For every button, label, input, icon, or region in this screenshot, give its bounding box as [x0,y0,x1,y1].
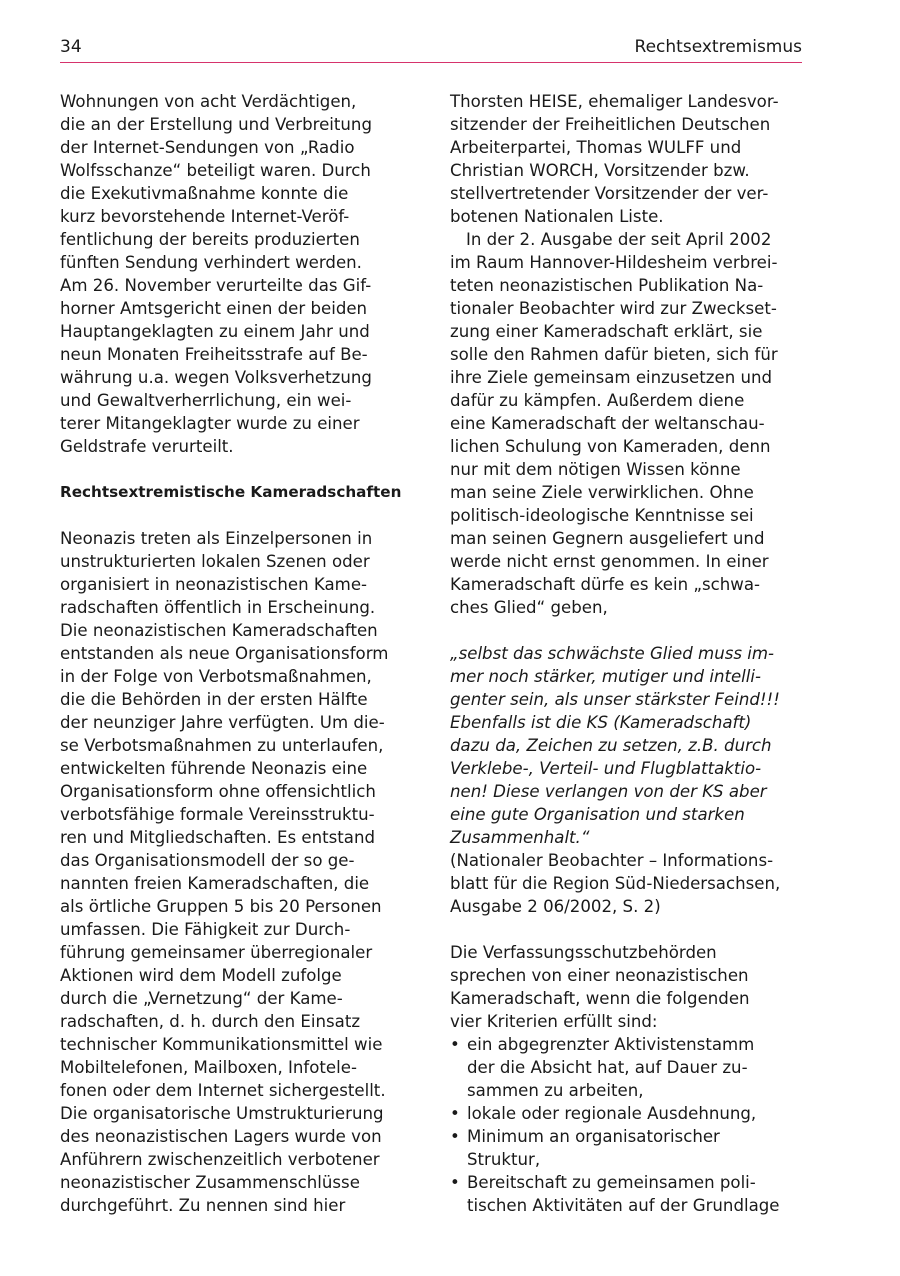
text-line: ches Glied“ geben, [450,598,608,617]
list-item-continuation: tischen Aktivitäten auf der Grundlage [467,1196,780,1215]
bullet-line [450,1033,802,1056]
text-line: als örtliche Gruppen 5 bis 20 Personen [60,897,382,916]
list-item-text: ein abgegrenzter Aktivistenstamm [467,1035,755,1054]
page-header [60,32,802,63]
text-line: die Exekutivmaßnahme konnte die [60,184,349,203]
spacer [450,619,802,642]
text-line: Wohnungen von acht Verdächtigen, [60,92,357,111]
text-line: Arbeiterpartei, Thomas WULFF und [450,138,742,157]
text-line: radschaften öffentlich in Erscheinung. [60,598,376,617]
spacer [60,504,405,527]
text-line: stellvertretender Vorsitzender der ver- [450,184,769,203]
text-line: technischer Kommunikationsmittel wie [60,1035,383,1054]
text-line: politisch-ideologische Kenntnisse sei [450,506,754,525]
criteria-list [450,1033,802,1217]
text-line: verbotsfähige formale Vereinsstruktu- [60,805,375,824]
text-line: und Gewaltverherrlichung, ein wei- [60,391,352,410]
text-line: entstanden als neue Organisationsform [60,644,389,663]
text-line: eine Kameradschaft der weltanschau- [450,414,765,433]
text-line: Aktionen wird dem Modell zufolge [60,966,342,985]
text-line: dafür zu kämpfen. Außerdem diene [450,391,745,410]
text-line: Kameradschaft, wenn die folgenden [450,989,750,1008]
bullet-icon: • [450,1173,460,1192]
spacer [60,458,405,481]
text-line: Organisationsform ohne offensichtlich [60,782,376,801]
text-line: die die Behörden in der ersten Hälfte [60,690,368,709]
bullet-line [450,1171,802,1194]
source-line: Ausgabe 2 06/2002, S. 2) [450,897,661,916]
text-line: organisiert in neonazistischen Kame- [60,575,368,594]
text-line: neun Monaten Freiheitsstrafe auf Be- [60,345,368,364]
text-line: lichen Schulung von Kameraden, denn [450,437,771,456]
text-line: Die organisatorische Umstrukturierung [60,1104,384,1123]
text-line: durch die „Vernetzung“ der Kame- [60,989,343,1008]
text-line: währung u.a. wegen Volksverhetzung [60,368,372,387]
text-line: tionaler Beobachter wird zur Zweckset- [450,299,777,318]
quote-line: „selbst das schwächste Glied muss im- [450,644,775,663]
text-line: In der 2. Ausgabe der seit April 2002 [466,230,772,249]
spacer [450,918,802,941]
text-line: führung gemeinsamer überregionaler [60,943,373,962]
text-line: Die neonazistischen Kameradschaften [60,621,378,640]
bullet-icon: • [450,1035,460,1054]
list-item-continuation: Struktur, [467,1150,541,1169]
text-line: Neonazis treten als Einzelpersonen in [60,529,373,548]
source-line: (Nationaler Beobachter – Informations- [450,851,774,870]
text-line: das Organisationsmodell der so ge- [60,851,355,870]
block-quote [450,642,802,849]
text-line: in der Folge von Verbotsmaßnahmen, [60,667,372,686]
list-item [450,1033,802,1102]
page-number: 34 [60,37,82,57]
list-item [450,1171,802,1217]
text-line: botenen Nationalen Liste. [450,207,664,226]
list-item-text: Bereitschaft zu gemeinsamen poli- [467,1173,756,1192]
text-line: Am 26. November verurteilte das Gif- [60,276,372,295]
intro-paragraph [60,90,405,458]
criteria-intro [450,941,802,1033]
list-item [450,1102,802,1125]
text-line: der neunziger Jahre verfügten. Um die- [60,713,385,732]
text-line: unstrukturierten lokalen Szenen oder [60,552,370,571]
quote-line: dazu da, Zeichen zu setzen, z.B. durch [450,736,772,755]
names-paragraph [450,90,802,228]
bullet-icon: • [450,1127,460,1146]
source-line: blatt für die Region Süd-Niedersachsen, [450,874,781,893]
text-line: nannten freien Kameradschaften, die [60,874,370,893]
quote-line: Zusammenhalt.“ [450,828,590,847]
list-item-text: lokale oder regionale Ausdehnung, [467,1104,757,1123]
text-line: Thorsten HEISE, ehemaliger Landesvor- [450,92,779,111]
text-line: sprechen von einer neonazistischen [450,966,749,985]
text-line: solle den Rahmen dafür bieten, sich für [450,345,778,364]
bullet-line [450,1102,802,1125]
text-line: Kameradschaft dürfe es kein „schwa- [450,575,761,594]
section-heading: Rechtsextremistische Kameradschaften [60,483,402,501]
text-line: kurz bevorstehende Internet-Veröf- [60,207,350,226]
text-line: Christian WORCH, Vorsitzender bzw. [450,161,750,180]
text-line: des neonazistischen Lagers wurde von [60,1127,382,1146]
bullet-icon: • [450,1104,460,1123]
text-line: durchgeführt. Zu nennen sind hier [60,1196,346,1215]
running-title: Rechtsextremismus [634,37,802,57]
text-line: umfassen. Die Fähigkeit zur Durch- [60,920,351,939]
text-line: entwickelten führende Neonazis eine [60,759,368,778]
text-line: horner Amtsgericht einen der beiden [60,299,368,318]
text-line: ren und Mitgliedschaften. Es entstand [60,828,376,847]
text-line: Wolfsschanze“ beteiligt waren. Durch [60,161,371,180]
text-line: Anführern zwischenzeitlich verbotener [60,1150,380,1169]
text-line: der Internet-Sendungen von „Radio [60,138,355,157]
bullet-line [450,1125,802,1148]
text-line: fünften Sendung verhindert werden. [60,253,362,272]
list-item [450,1125,802,1171]
text-line: fonen oder dem Internet sichergestellt. [60,1081,386,1100]
quote-line: mer noch stärker, mutiger und intelli- [450,667,762,686]
text-line: nur mit dem nötigen Wissen könne [450,460,741,479]
list-item-text: Minimum an organisatorischer [467,1127,720,1146]
quote-line: genter sein, als unser stärkster Feind!!! [450,690,780,709]
text-line: neonazistischer Zusammenschlüsse [60,1173,360,1192]
text-line: Hauptangeklagten zu einem Jahr und [60,322,370,341]
quote-line: Ebenfalls ist die KS (Kameradschaft) [450,713,752,732]
text-line: fentlichung der bereits produzierten [60,230,360,249]
quote-line: eine gute Organisation und starken [450,805,745,824]
right-column [450,90,802,1217]
kameradschaften-paragraph [60,527,405,1217]
text-line: die an der Erstellung und Verbreitung [60,115,372,134]
text-line: Die Verfassungsschutzbehörden [450,943,717,962]
list-item-continuation: der die Absicht hat, auf Dauer zu- [467,1058,748,1077]
text-line: se Verbotsmaßnahmen zu unterlaufen, [60,736,384,755]
left-column [60,90,405,1217]
text-line: radschaften, d. h. durch den Einsatz [60,1012,361,1031]
text-line: vier Kriterien erfüllt sind: [450,1012,658,1031]
text-line: man seinen Gegnern ausgeliefert und [450,529,765,548]
publication-paragraph [450,228,802,619]
list-item-continuation: sammen zu arbeiten, [467,1081,644,1100]
text-line: zung einer Kameradschaft erklärt, sie [450,322,763,341]
text-line: Mobiltelefonen, Mailboxen, Infotele- [60,1058,357,1077]
text-line: werde nicht ernst genommen. In einer [450,552,769,571]
text-line: teten neonazistischen Publikation Na- [450,276,764,295]
text-line: sitzender der Freiheitlichen Deutschen [450,115,771,134]
quote-line: nen! Diese verlangen von der KS aber [450,782,767,801]
quote-line: Verklebe-, Verteil- und Flugblattaktio- [450,759,762,778]
text-line: im Raum Hannover-Hildesheim verbrei- [450,253,778,272]
text-line: terer Mitangeklagter wurde zu einer [60,414,360,433]
text-line: ihre Ziele gemeinsam einzusetzen und [450,368,773,387]
text-line: man seine Ziele verwirklichen. Ohne [450,483,754,502]
quote-source [450,849,802,918]
text-line: Geldstrafe verurteilt. [60,437,234,456]
